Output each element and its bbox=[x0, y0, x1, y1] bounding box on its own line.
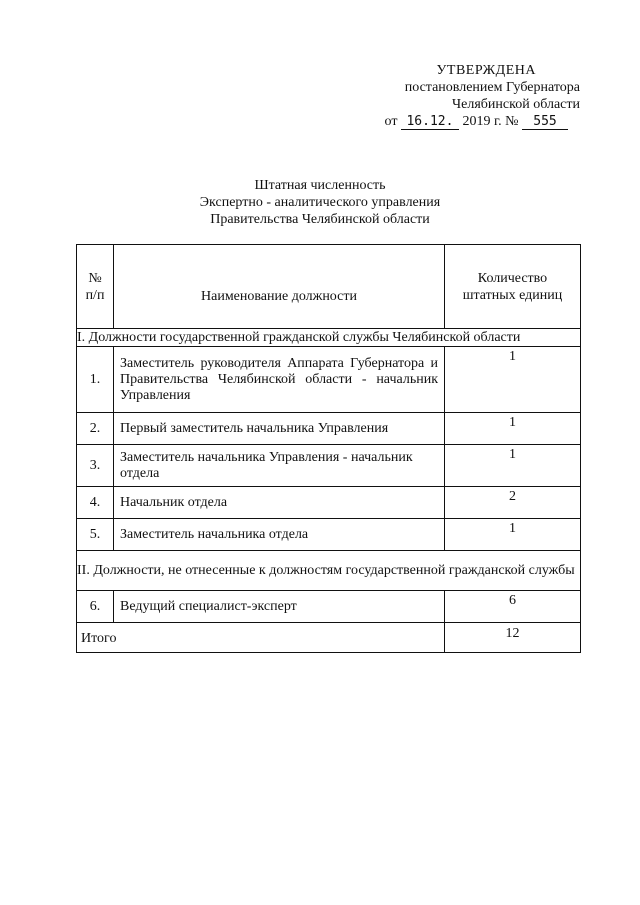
total-row bbox=[77, 623, 581, 653]
section-1-title: I. Должности государственной гражданской службы Челябинской области bbox=[77, 329, 581, 347]
heading-line-3: Правительства Челябинской области bbox=[210, 212, 430, 227]
position-quantity: 6 bbox=[445, 591, 581, 623]
position-quantity: 1 bbox=[445, 445, 581, 487]
approval-line-2: Челябинской области bbox=[452, 97, 580, 112]
from-label: от bbox=[384, 114, 398, 129]
position-name: Заместитель начальника отдела bbox=[114, 519, 445, 551]
heading-line-1: Штатная численность bbox=[254, 178, 386, 193]
position-name: Первый заместитель начальника Управления bbox=[114, 413, 445, 445]
table-row bbox=[77, 445, 581, 487]
header-quantity-line-2: штатных единиц bbox=[462, 287, 563, 303]
table-row bbox=[77, 487, 581, 519]
section-row-1 bbox=[77, 329, 581, 347]
heading-line-2: Экспертно - аналитического управления bbox=[199, 195, 441, 210]
section-2-title: II. Должности, не отнесенные к должностям государственной гражданской службы bbox=[77, 551, 581, 591]
position-name: Заместитель руководителя Аппарата Губернатора и Правительства Челябинской области - начальник Управления bbox=[114, 347, 445, 413]
section-row-2 bbox=[77, 551, 581, 591]
row-number: 4. bbox=[77, 487, 114, 519]
position-quantity: 1 bbox=[445, 519, 581, 551]
table-row bbox=[77, 591, 581, 623]
header-number-line-1: № bbox=[88, 270, 102, 286]
decree-date: 16.12. bbox=[401, 115, 459, 130]
staff-table bbox=[76, 244, 581, 653]
position-quantity: 1 bbox=[445, 413, 581, 445]
header-number bbox=[77, 245, 114, 329]
header-quantity-line-1: Количество bbox=[477, 270, 548, 286]
table-row bbox=[77, 413, 581, 445]
row-number: 2. bbox=[77, 413, 114, 445]
header-position: Наименование должности bbox=[114, 245, 445, 329]
position-name: Заместитель начальника Управления - начальник отдела bbox=[114, 445, 445, 487]
header-quantity bbox=[445, 245, 581, 329]
row-number: 6. bbox=[77, 591, 114, 623]
table-row bbox=[77, 347, 581, 413]
number-label: № bbox=[505, 114, 519, 129]
position-quantity: 2 bbox=[445, 487, 581, 519]
year-label: 2019 г. bbox=[462, 114, 502, 129]
position-name: Ведущий специалист-эксперт bbox=[114, 591, 445, 623]
row-number: 1. bbox=[77, 347, 114, 413]
table-header-row bbox=[77, 245, 581, 329]
decree-line bbox=[340, 113, 580, 130]
total-quantity: 12 bbox=[445, 623, 581, 653]
approval-title: УТВЕРЖДЕНА bbox=[436, 63, 536, 78]
total-label: Итого bbox=[77, 623, 445, 653]
header-number-line-2: п/п bbox=[85, 287, 105, 303]
table-row bbox=[77, 519, 581, 551]
decree-number: 555 bbox=[522, 115, 568, 130]
approval-block bbox=[340, 62, 580, 130]
approval-line-1: постановлением Губернатора bbox=[404, 80, 580, 95]
position-name: Начальник отдела bbox=[114, 487, 445, 519]
document-heading bbox=[0, 177, 640, 228]
row-number: 5. bbox=[77, 519, 114, 551]
row-number: 3. bbox=[77, 445, 114, 487]
position-quantity: 1 bbox=[445, 347, 581, 413]
